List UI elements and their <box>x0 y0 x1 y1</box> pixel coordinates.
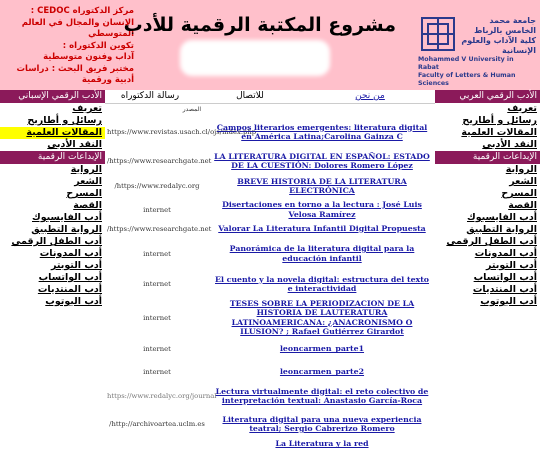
nav-bar <box>105 90 435 104</box>
sidebar-item-definition[interactable]: تعريف <box>72 103 102 114</box>
row-source: /https://www.researchgate.net <box>107 157 212 165</box>
sidebar-section-title: الإبداعات الرقمية <box>435 151 540 164</box>
table-row <box>105 150 435 172</box>
sidebar-genre-youtube[interactable]: أدب اليوتوب <box>480 296 537 307</box>
row-source: internet <box>143 368 171 376</box>
nav-about-link[interactable]: من نحن <box>305 90 435 103</box>
sidebar-item-theses[interactable]: رسائل و أطاريح <box>27 115 102 126</box>
article-rows <box>105 114 435 450</box>
sidebar-item-criticism[interactable]: النقد الأدبي <box>482 139 537 150</box>
sidebar-title: الأدب الرقمي العربي <box>435 90 540 103</box>
row-source: https://www.redalyc.org/journal <box>107 392 217 400</box>
sidebar-arabic <box>435 90 540 405</box>
table-row <box>105 200 435 219</box>
table-row <box>105 238 435 269</box>
sidebar-genre-story[interactable]: القصة <box>73 200 102 211</box>
row-article-link[interactable]: LA LITERATURA DIGITAL EN ESPAÑOL: ESTADO DE LA CUESTIÓN: Dolores Romero López <box>214 151 430 170</box>
row-source: /https://www.redalyc.org <box>114 182 200 190</box>
sidebar-genre-whatsapp[interactable]: أدب الواتساب <box>473 272 537 283</box>
sidebar-genre-blogs[interactable]: أدب المدونات <box>39 248 102 259</box>
sidebar-section-title: الإبداعات الرقمية <box>0 151 105 164</box>
sidebar-genre-forums[interactable]: أدب المنتديات <box>472 284 537 295</box>
doctoral-info <box>2 6 134 87</box>
row-source: internet <box>143 345 171 353</box>
sidebar-genre-blogs[interactable]: أدب المدونات <box>474 248 537 259</box>
table-row <box>105 172 435 200</box>
university-emblem-icon <box>418 14 458 54</box>
table-row <box>105 219 435 238</box>
row-article-link[interactable]: Valorar La Literatura Infantil Digital Propuesta <box>218 223 426 233</box>
row-source: /https://www.researchgate.net <box>107 224 212 233</box>
sidebar-genre-poetry[interactable]: الشعر <box>74 176 102 187</box>
table-row <box>105 382 435 410</box>
row-article-link[interactable]: leoncarmen_parte2 <box>279 367 365 377</box>
nav-thesis-link[interactable]: رسالة الدكتوراه <box>105 90 195 103</box>
row-article-link[interactable]: El cuento y la novela digital: estructura del texto e interactividad <box>215 274 429 293</box>
row-article-link[interactable]: TESES SOBRE LA PERIODIZACION DE LA HISTORIA DE LAUTERATURA LATINOAMERICANA: ¿ANACRONISMO O ILUSION? ; Rafael Gutiérrez Girardot <box>229 298 415 336</box>
sidebar-genre-poetry[interactable]: الشعر <box>509 176 537 187</box>
table-header-row <box>105 104 435 114</box>
sidebar-genre-children[interactable]: أدب الطفل الرقمي <box>446 236 537 247</box>
row-source: internet <box>143 280 171 288</box>
university-logo <box>418 14 536 87</box>
table-row <box>105 114 435 150</box>
info-line: مختبر فريق البحث : دراسات أدبية ورقمية <box>16 63 134 85</box>
sidebar-genre-story[interactable]: القصة <box>508 200 537 211</box>
table-row <box>105 269 435 299</box>
sidebar-genre-whatsapp[interactable]: أدب الواتساب <box>38 272 102 283</box>
logo-arabic-text: جامعة محمد الخامس بالرباط كلية الآداب والعلوم الإنسانية <box>461 16 536 55</box>
sidebar-genre-youtube[interactable]: أدب اليوتوب <box>45 296 102 307</box>
row-article-link[interactable]: Disertaciones en torno a la lectura : José Luis Velosa Ramírez <box>222 200 422 219</box>
sidebar-genre-theater[interactable]: المسرح <box>66 188 102 199</box>
sidebar-genre-app-novel[interactable]: الرواية التطبيق <box>466 224 537 235</box>
table-row <box>105 336 435 362</box>
logo-english-text: Mohammed V University in Rabat Faculty of Letters & Human Sciences <box>418 56 516 87</box>
info-line: الإنسان والمجال في العالم المتوسطي <box>21 17 134 39</box>
sidebar-item-definition[interactable]: تعريف <box>507 103 537 114</box>
source-column-header: المصدر <box>182 105 201 113</box>
row-source: internet <box>143 313 171 322</box>
sidebar-title: الأدب الرقمي الإسباني <box>0 90 105 103</box>
table-row <box>105 362 435 382</box>
row-article-link[interactable]: La Literatura y la red <box>275 439 369 449</box>
row-source: internet <box>143 205 171 214</box>
sidebar-item-articles[interactable]: المقالات العلمية <box>461 127 537 138</box>
sidebar-spanish <box>0 90 105 405</box>
sidebar-genre-novel[interactable]: الرواية <box>70 164 102 175</box>
sidebar-genre-twitter[interactable]: أدب التويتر <box>51 260 102 271</box>
table-row <box>105 299 435 336</box>
nav-contact-link[interactable]: للاتصال <box>195 90 305 103</box>
table-row <box>105 438 435 450</box>
row-article-link[interactable]: Literatura digital para una nueva experiencia teatral; Sergio Cabrerizo Romero <box>222 414 422 433</box>
sidebar-item-articles[interactable]: المقالات العلمية <box>0 127 105 139</box>
row-article-link[interactable]: Campos literarios emergentes: literatura digital en América Latina;Carolina Gainza C <box>216 122 428 141</box>
info-line: آداب وفنون متوسطية <box>43 52 134 62</box>
row-article-link[interactable]: Lectura virtualmente digital: el reto colectivo de interpretación textual: Anastasio García-Roca <box>215 386 429 405</box>
sidebar-item-theses[interactable]: رسائل و أطاريح <box>462 115 537 126</box>
info-line: مركز الدكتوراه CEDOC : <box>30 6 134 16</box>
sidebar-genre-forums[interactable]: أدب المنتديات <box>37 284 102 295</box>
sidebar-item-criticism[interactable]: النقد الأدبي <box>47 139 102 150</box>
articles-table <box>105 90 435 449</box>
sidebar-genre-app-novel[interactable]: الرواية التطبيق <box>31 224 102 235</box>
row-source: /http://archivoartea.uclm.es <box>109 420 205 428</box>
row-source: https://www.revistas.usach.cl/ojs/index.php <box>107 128 257 136</box>
sidebar-genre-novel[interactable]: الرواية <box>505 164 537 175</box>
sidebar-genre-facebook[interactable]: أدب الفايسبوك <box>467 212 537 223</box>
row-article-link[interactable]: BREVE HISTORIA DE LA LITERATURA ELECTRÓNICA <box>237 176 407 195</box>
row-source: internet <box>143 249 171 258</box>
sidebar-genre-theater[interactable]: المسرح <box>501 188 537 199</box>
row-article-link[interactable]: Panorámica de la literatura digital para la educación infantil <box>229 244 415 263</box>
info-line: تكوين الدكتوراه : <box>62 40 134 51</box>
page-header <box>0 0 540 90</box>
sidebar-genre-twitter[interactable]: أدب التويتر <box>486 260 537 271</box>
page-title: مشروع المكتبة الرقمية للأدب <box>123 14 396 36</box>
sidebar-genre-facebook[interactable]: أدب الفايسبوك <box>32 212 102 223</box>
table-row <box>105 410 435 438</box>
redaction-blur <box>180 40 330 76</box>
sidebar-genre-children[interactable]: أدب الطفل الرقمي <box>11 236 102 247</box>
row-article-link[interactable]: leoncarmen_parte1 <box>279 344 365 354</box>
